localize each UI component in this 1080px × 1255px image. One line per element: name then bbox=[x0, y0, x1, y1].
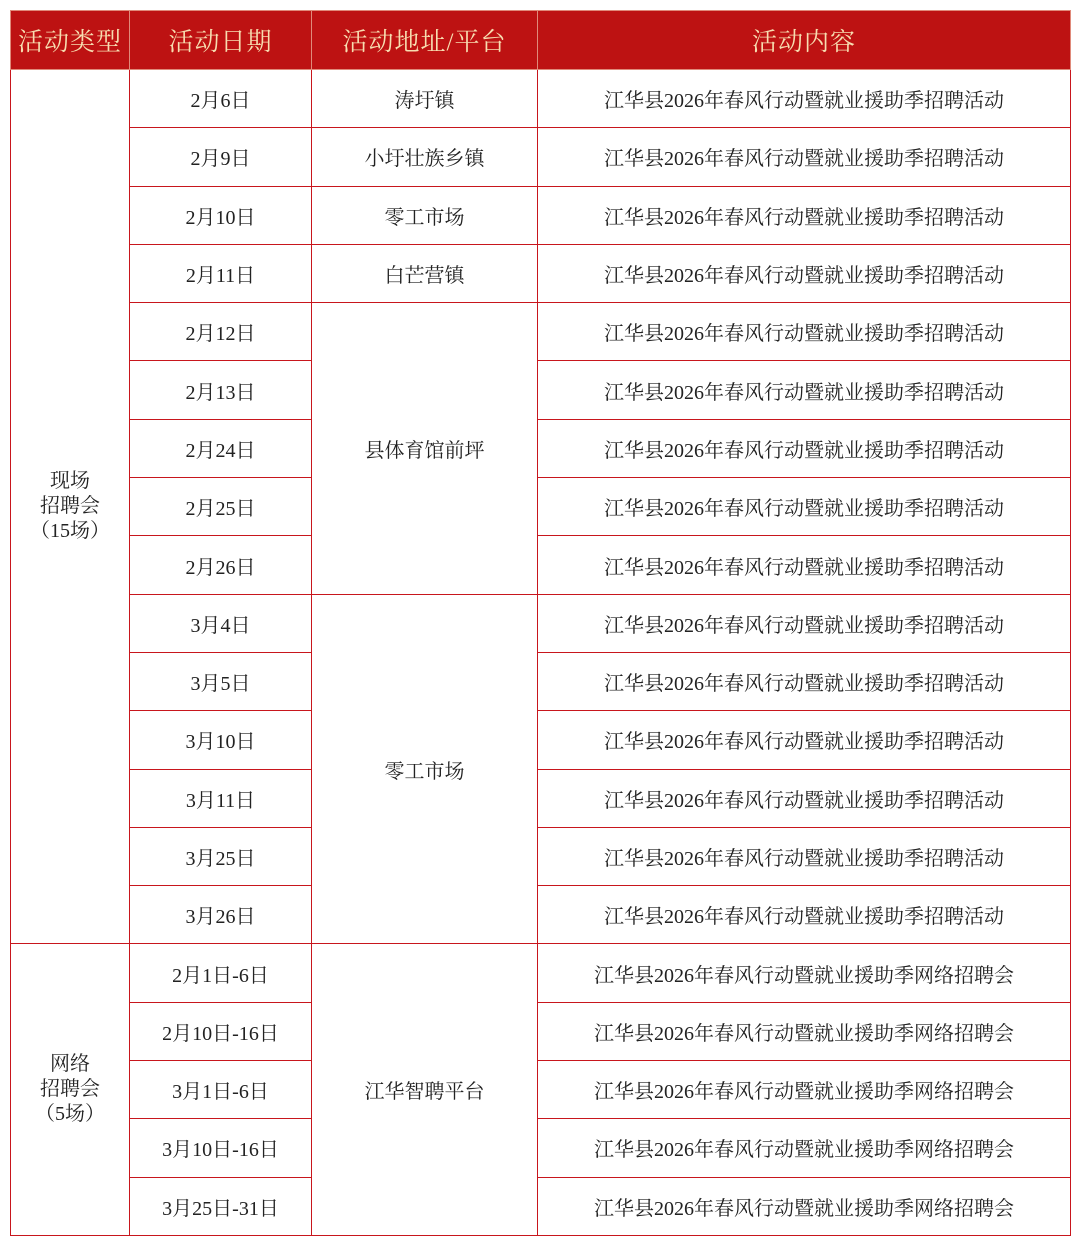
activity-date-cell: 2月12日 bbox=[130, 303, 312, 361]
activity-date-cell: 3月10日-16日 bbox=[130, 1119, 312, 1177]
activity-location-cell: 白芒营镇 bbox=[312, 244, 538, 302]
table-row bbox=[11, 1061, 1071, 1119]
activity-location-cell: 县体育馆前坪 bbox=[312, 303, 538, 594]
activity-content-cell: 江华县2026年春风行动暨就业援助季招聘活动 bbox=[538, 70, 1071, 128]
table-row bbox=[11, 594, 1071, 652]
activity-location-cell: 江华智聘平台 bbox=[312, 944, 538, 1235]
activity-location-cell: 零工市场 bbox=[312, 186, 538, 244]
activity-date-cell: 3月25日-31日 bbox=[130, 1177, 312, 1235]
table-row bbox=[11, 303, 1071, 361]
activity-date-cell: 3月10日 bbox=[130, 711, 312, 769]
table-row bbox=[11, 128, 1071, 186]
header-activity-location: 活动地址/平台 bbox=[312, 11, 538, 70]
activity-content-cell: 江华县2026年春风行动暨就业援助季招聘活动 bbox=[538, 303, 1071, 361]
activity-content-cell: 江华县2026年春风行动暨就业援助季网络招聘会 bbox=[538, 1061, 1071, 1119]
activity-content-cell: 江华县2026年春风行动暨就业援助季网络招聘会 bbox=[538, 1177, 1071, 1235]
header-activity-type: 活动类型 bbox=[11, 11, 130, 70]
activity-content-cell: 江华县2026年春风行动暨就业援助季招聘活动 bbox=[538, 361, 1071, 419]
activity-content-cell: 江华县2026年春风行动暨就业援助季招聘活动 bbox=[538, 652, 1071, 710]
activity-date-cell: 2月1日-6日 bbox=[130, 944, 312, 1002]
table-row bbox=[11, 70, 1071, 128]
activity-date-cell: 2月6日 bbox=[130, 70, 312, 128]
activity-content-cell: 江华县2026年春风行动暨就业援助季招聘活动 bbox=[538, 244, 1071, 302]
activity-content-cell: 江华县2026年春风行动暨就业援助季招聘活动 bbox=[538, 186, 1071, 244]
activity-date-cell: 2月26日 bbox=[130, 536, 312, 594]
activity-date-cell: 2月24日 bbox=[130, 419, 312, 477]
activity-content-cell: 江华县2026年春风行动暨就业援助季网络招聘会 bbox=[538, 1002, 1071, 1060]
table-row bbox=[11, 1002, 1071, 1060]
activity-content-cell: 江华县2026年春风行动暨就业援助季招聘活动 bbox=[538, 478, 1071, 536]
activity-date-cell: 2月10日-16日 bbox=[130, 1002, 312, 1060]
activity-content-cell: 江华县2026年春风行动暨就业援助季招聘活动 bbox=[538, 536, 1071, 594]
activity-content-cell: 江华县2026年春风行动暨就业援助季网络招聘会 bbox=[538, 944, 1071, 1002]
activity-date-cell: 3月11日 bbox=[130, 769, 312, 827]
activity-date-cell: 2月11日 bbox=[130, 244, 312, 302]
table-row bbox=[11, 769, 1071, 827]
table-row bbox=[11, 652, 1071, 710]
activity-date-cell: 2月10日 bbox=[130, 186, 312, 244]
activity-type-line: 现场 bbox=[50, 470, 90, 493]
table-row bbox=[11, 244, 1071, 302]
activity-content-cell: 江华县2026年春风行动暨就业援助季招聘活动 bbox=[538, 711, 1071, 769]
table-row bbox=[11, 478, 1071, 536]
activity-content-cell: 江华县2026年春风行动暨就业援助季招聘活动 bbox=[538, 886, 1071, 944]
activity-date-cell: 3月1日-6日 bbox=[130, 1061, 312, 1119]
recruitment-schedule-table bbox=[10, 10, 1071, 1236]
table-row bbox=[11, 886, 1071, 944]
table-row bbox=[11, 711, 1071, 769]
activity-content-cell: 江华县2026年春风行动暨就业援助季招聘活动 bbox=[538, 769, 1071, 827]
activity-date-cell: 3月26日 bbox=[130, 886, 312, 944]
table-row bbox=[11, 536, 1071, 594]
activity-date-cell: 2月13日 bbox=[130, 361, 312, 419]
activity-location-cell: 零工市场 bbox=[312, 594, 538, 944]
table-row bbox=[11, 419, 1071, 477]
activity-type-line: （5场） bbox=[35, 1103, 105, 1126]
activity-type-cell bbox=[11, 944, 130, 1235]
activity-date-cell: 3月25日 bbox=[130, 827, 312, 885]
header-activity-content: 活动内容 bbox=[538, 11, 1071, 70]
table-body bbox=[11, 70, 1071, 1236]
activity-date-cell: 3月5日 bbox=[130, 652, 312, 710]
table-row bbox=[11, 827, 1071, 885]
table-row bbox=[11, 1119, 1071, 1177]
table-row bbox=[11, 186, 1071, 244]
header-row bbox=[11, 11, 1071, 70]
table-row bbox=[11, 944, 1071, 1002]
activity-content-cell: 江华县2026年春风行动暨就业援助季招聘活动 bbox=[538, 594, 1071, 652]
activity-content-cell: 江华县2026年春风行动暨就业援助季招聘活动 bbox=[538, 128, 1071, 186]
activity-type-line: 招聘会 bbox=[40, 1078, 100, 1101]
table-row bbox=[11, 361, 1071, 419]
activity-date-cell: 2月9日 bbox=[130, 128, 312, 186]
activity-content-cell: 江华县2026年春风行动暨就业援助季招聘活动 bbox=[538, 827, 1071, 885]
activity-location-cell: 小圩壮族乡镇 bbox=[312, 128, 538, 186]
activity-content-cell: 江华县2026年春风行动暨就业援助季网络招聘会 bbox=[538, 1119, 1071, 1177]
activity-date-cell: 3月4日 bbox=[130, 594, 312, 652]
activity-type-cell bbox=[11, 70, 130, 944]
activity-date-cell: 2月25日 bbox=[130, 478, 312, 536]
activity-location-cell: 涛圩镇 bbox=[312, 70, 538, 128]
activity-type-line: （15场） bbox=[30, 520, 110, 543]
activity-type-line: 招聘会 bbox=[40, 495, 100, 518]
header-activity-date: 活动日期 bbox=[130, 11, 312, 70]
activity-content-cell: 江华县2026年春风行动暨就业援助季招聘活动 bbox=[538, 419, 1071, 477]
activity-type-line: 网络 bbox=[50, 1053, 90, 1076]
table-row bbox=[11, 1177, 1071, 1235]
